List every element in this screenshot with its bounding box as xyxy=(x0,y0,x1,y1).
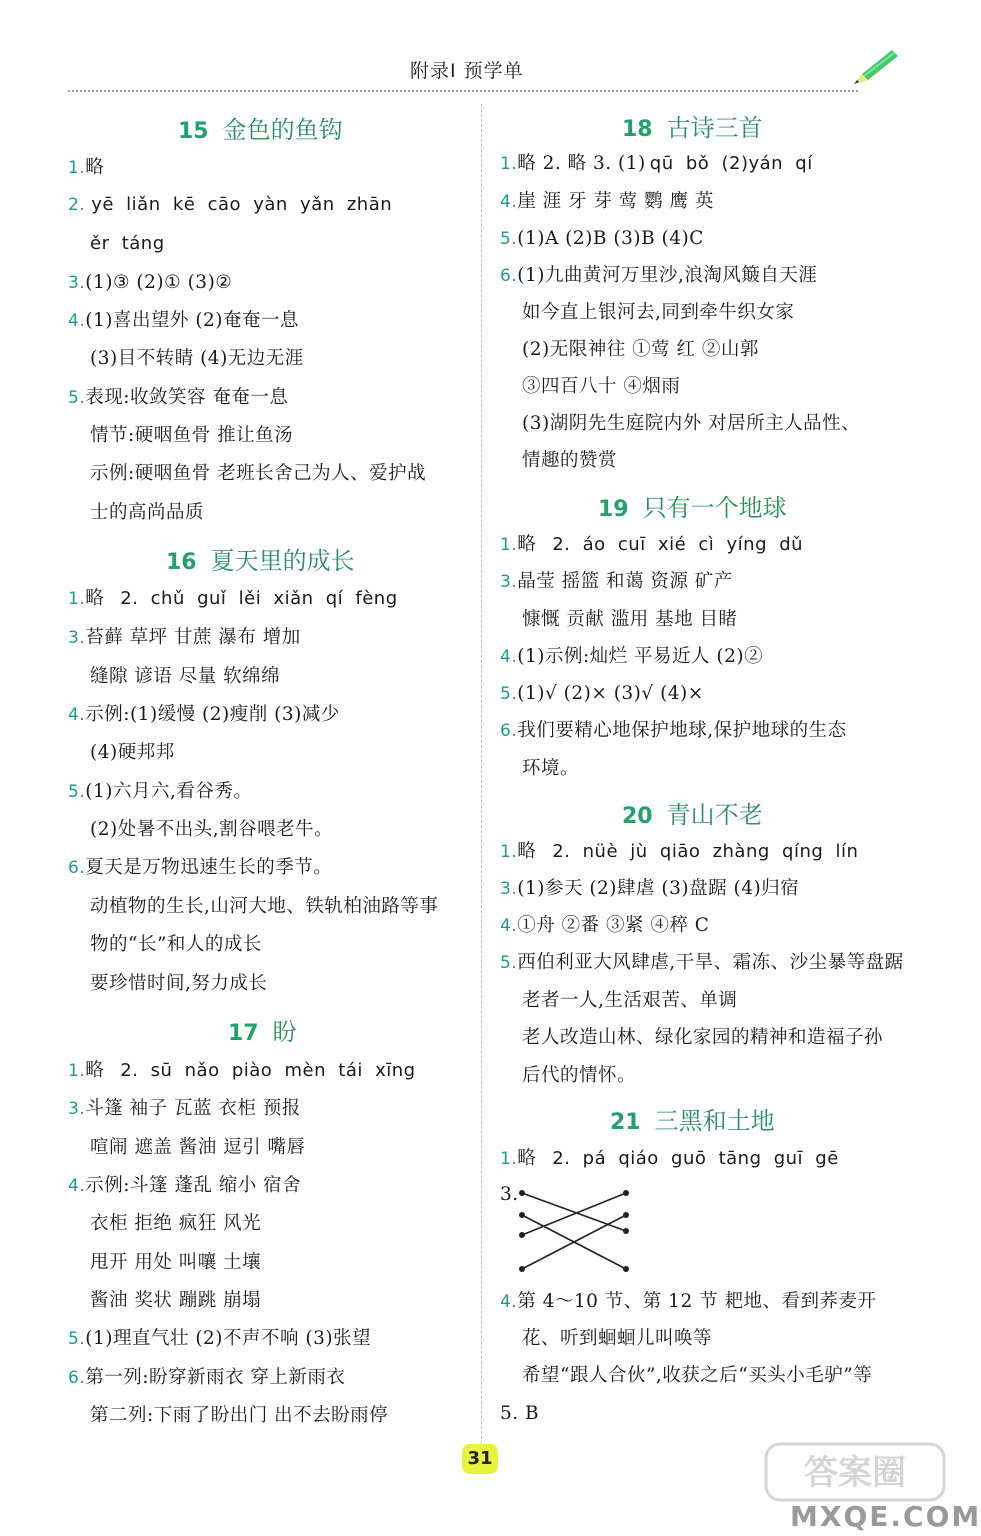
answer-line: 4.①舟 ②番 ③紧 ④稡 C xyxy=(500,915,710,936)
answer-line: 4.崖 涯 牙 芽 莺 鹦 鹰 英 xyxy=(500,191,714,212)
answer-line: 酱油 奖状 蹦跳 崩塌 xyxy=(90,1290,262,1311)
column-divider xyxy=(481,104,482,1464)
answer-line: 6.(1)九曲黄河万里沙,浪淘风簸自天涯 xyxy=(500,265,818,286)
section-title-19: 19 只有一个地球 xyxy=(598,494,787,522)
answer-line: 示例:硬咽鱼骨 老班长舍己为人、爱护战 xyxy=(90,463,427,484)
answer-line: 3. xyxy=(500,1184,519,1205)
answer-line: (3)目不转睛 (4)无边无涯 xyxy=(90,348,304,369)
section-title-16: 16 夏天里的成长 xyxy=(166,547,355,575)
answer-line: 3.(1)参天 (2)肆虐 (3)盘踞 (4)归宿 xyxy=(500,878,800,899)
header-divider xyxy=(68,90,858,92)
answer-line: 3.苔藓 草坪 甘蔗 瀑布 增加 xyxy=(68,627,301,648)
answer-line: 3.晶莹 摇篮 和蔼 资源 矿产 xyxy=(500,571,733,592)
answer-line: 要珍惜时间,努力成长 xyxy=(90,973,268,994)
answer-line: 缝隙 谚语 尽量 软绵绵 xyxy=(90,666,281,687)
answer-line: 1.略 2. sū nǎo piào mèn tái xīng xyxy=(68,1060,416,1081)
section-title-21: 21 三黑和土地 xyxy=(610,1107,775,1135)
answer-line: 希望“跟人合伙”,收获之后“买头小毛驴”等 xyxy=(522,1365,873,1386)
pencil-icon xyxy=(848,44,900,88)
answer-line: 衣柜 拒绝 疯狂 风光 xyxy=(90,1213,262,1234)
answer-line: 6.第一列:盼穿新雨衣 穿上新雨衣 xyxy=(68,1367,346,1388)
section-title-18: 18 古诗三首 xyxy=(622,114,763,142)
svg-text:答案圈: 答案圈 xyxy=(804,1453,906,1493)
answer-line: 后代的情怀。 xyxy=(522,1065,637,1086)
answer-line: 5. B xyxy=(500,1403,540,1424)
answer-line: (4)硬邦邦 xyxy=(90,742,175,763)
answer-line: 士的高尚品质 xyxy=(90,502,205,523)
section-title-17: 17 盼 xyxy=(228,1018,297,1046)
answer-line: 4.示例:(1)缓慢 (2)瘦削 (3)减少 xyxy=(68,704,340,725)
page-number: 31 xyxy=(462,1444,498,1474)
answer-line: 4.(1)示例:灿烂 平易近人 (2)② xyxy=(500,646,764,667)
answer-line: 1.略 xyxy=(68,157,105,178)
answer-line: 情节:硬咽鱼骨 推让鱼汤 xyxy=(90,425,294,446)
answer-line: 5.(1)六月六,看谷秀。 xyxy=(68,781,253,802)
answer-line: 2. yē liǎn kē cāo yàn yǎn zhān xyxy=(68,194,393,215)
answer-line: 3.(1)③ (2)① (3)② xyxy=(68,272,233,293)
answer-line: 1.略 2. áo cuī xié cì yíng dǔ xyxy=(500,534,804,555)
answer-line: 3.斗篷 袖子 瓦蓝 衣柜 预报 xyxy=(68,1098,301,1119)
answer-line: 4.(1)喜出望外 (2)奄奄一息 xyxy=(68,310,300,331)
answer-line: 4.示例:斗篷 蓬乱 缩小 宿舍 xyxy=(68,1175,302,1196)
answer-line: 1.略 2. 略 3. (1) qū bǒ (2)yán qí xyxy=(500,153,813,174)
answer-line: 4.第 4～10 节、第 12 节 耙地、看到荞麦开 xyxy=(500,1291,877,1312)
section-title-15: 15 金色的鱼钩 xyxy=(178,116,343,144)
answer-line: 第二列:下雨了盼出门 出不去盼雨停 xyxy=(90,1405,389,1426)
answer-line: 情趣的赞赏 xyxy=(522,450,618,471)
answer-line: 喧闹 遮盖 酱油 逗引 嘴唇 xyxy=(90,1137,306,1158)
header-title: 附录Ⅰ 预学单 xyxy=(410,60,524,82)
answer-line: 5.(1)理直气壮 (2)不声不响 (3)张望 xyxy=(68,1328,372,1349)
answer-line: (2)无限神往 ①莺 红 ②山郭 xyxy=(522,339,759,360)
page-header xyxy=(0,0,953,100)
answer-line: 物的“长”和人的成长 xyxy=(90,934,262,955)
watermark-site: MXQE.COM xyxy=(790,1500,981,1533)
answer-line: 5.(1)√ (2)× (3)√ (4)× xyxy=(500,683,704,704)
answer-line: 如今直上银河去,同到牵牛织女家 xyxy=(522,302,795,323)
answer-line: 花、听到蛔蛔儿叫唤等 xyxy=(522,1328,713,1349)
answer-line: 环境。 xyxy=(522,758,580,779)
answer-line: 5.西伯利亚大风肆虐,干旱、霜冻、沙尘暴等盘踞 xyxy=(500,952,904,973)
answer-line: 5.(1)A (2)B (3)B (4)C xyxy=(500,228,704,249)
answer-line: (3)湖阴先生庭院内外 对居所主人品性、 xyxy=(522,413,861,434)
answer-line: 动植物的生长,山河大地、铁轨柏油路等事 xyxy=(90,896,439,917)
matching-diagram xyxy=(514,1185,634,1275)
answer-line: 老人改造山林、绿化家园的精神和造福子孙 xyxy=(522,1027,884,1048)
answer-line: 慷慨 贡献 滥用 基地 目睹 xyxy=(522,609,738,630)
answer-line: 1.略 2. nüè jù qiāo zhàng qíng lín xyxy=(500,841,859,862)
answer-line: ③四百八十 ④烟雨 xyxy=(522,376,681,397)
answer-line: ěr táng xyxy=(90,233,165,254)
answer-line: 6.我们要精心地保护地球,保护地球的生态 xyxy=(500,720,847,741)
answer-line: (2)处暑不出头,割谷喂老牛。 xyxy=(90,819,334,840)
answer-line: 甩开 用处 叫嚷 土壤 xyxy=(90,1252,262,1273)
answer-line: 1.略 2. chǔ guǐ lěi xiǎn qí fèng xyxy=(68,588,398,609)
answer-line: 老者一人,生活艰苦、单调 xyxy=(522,990,738,1011)
answer-line: 6.夏天是万物迅速生长的季节。 xyxy=(68,857,333,878)
section-title-20: 20 青山不老 xyxy=(622,801,763,829)
answer-line: 5.表现:收敛笑容 奄奄一息 xyxy=(68,387,289,408)
answer-line: 1.略 2. pá qiáo guō tāng guī gē xyxy=(500,1148,839,1169)
